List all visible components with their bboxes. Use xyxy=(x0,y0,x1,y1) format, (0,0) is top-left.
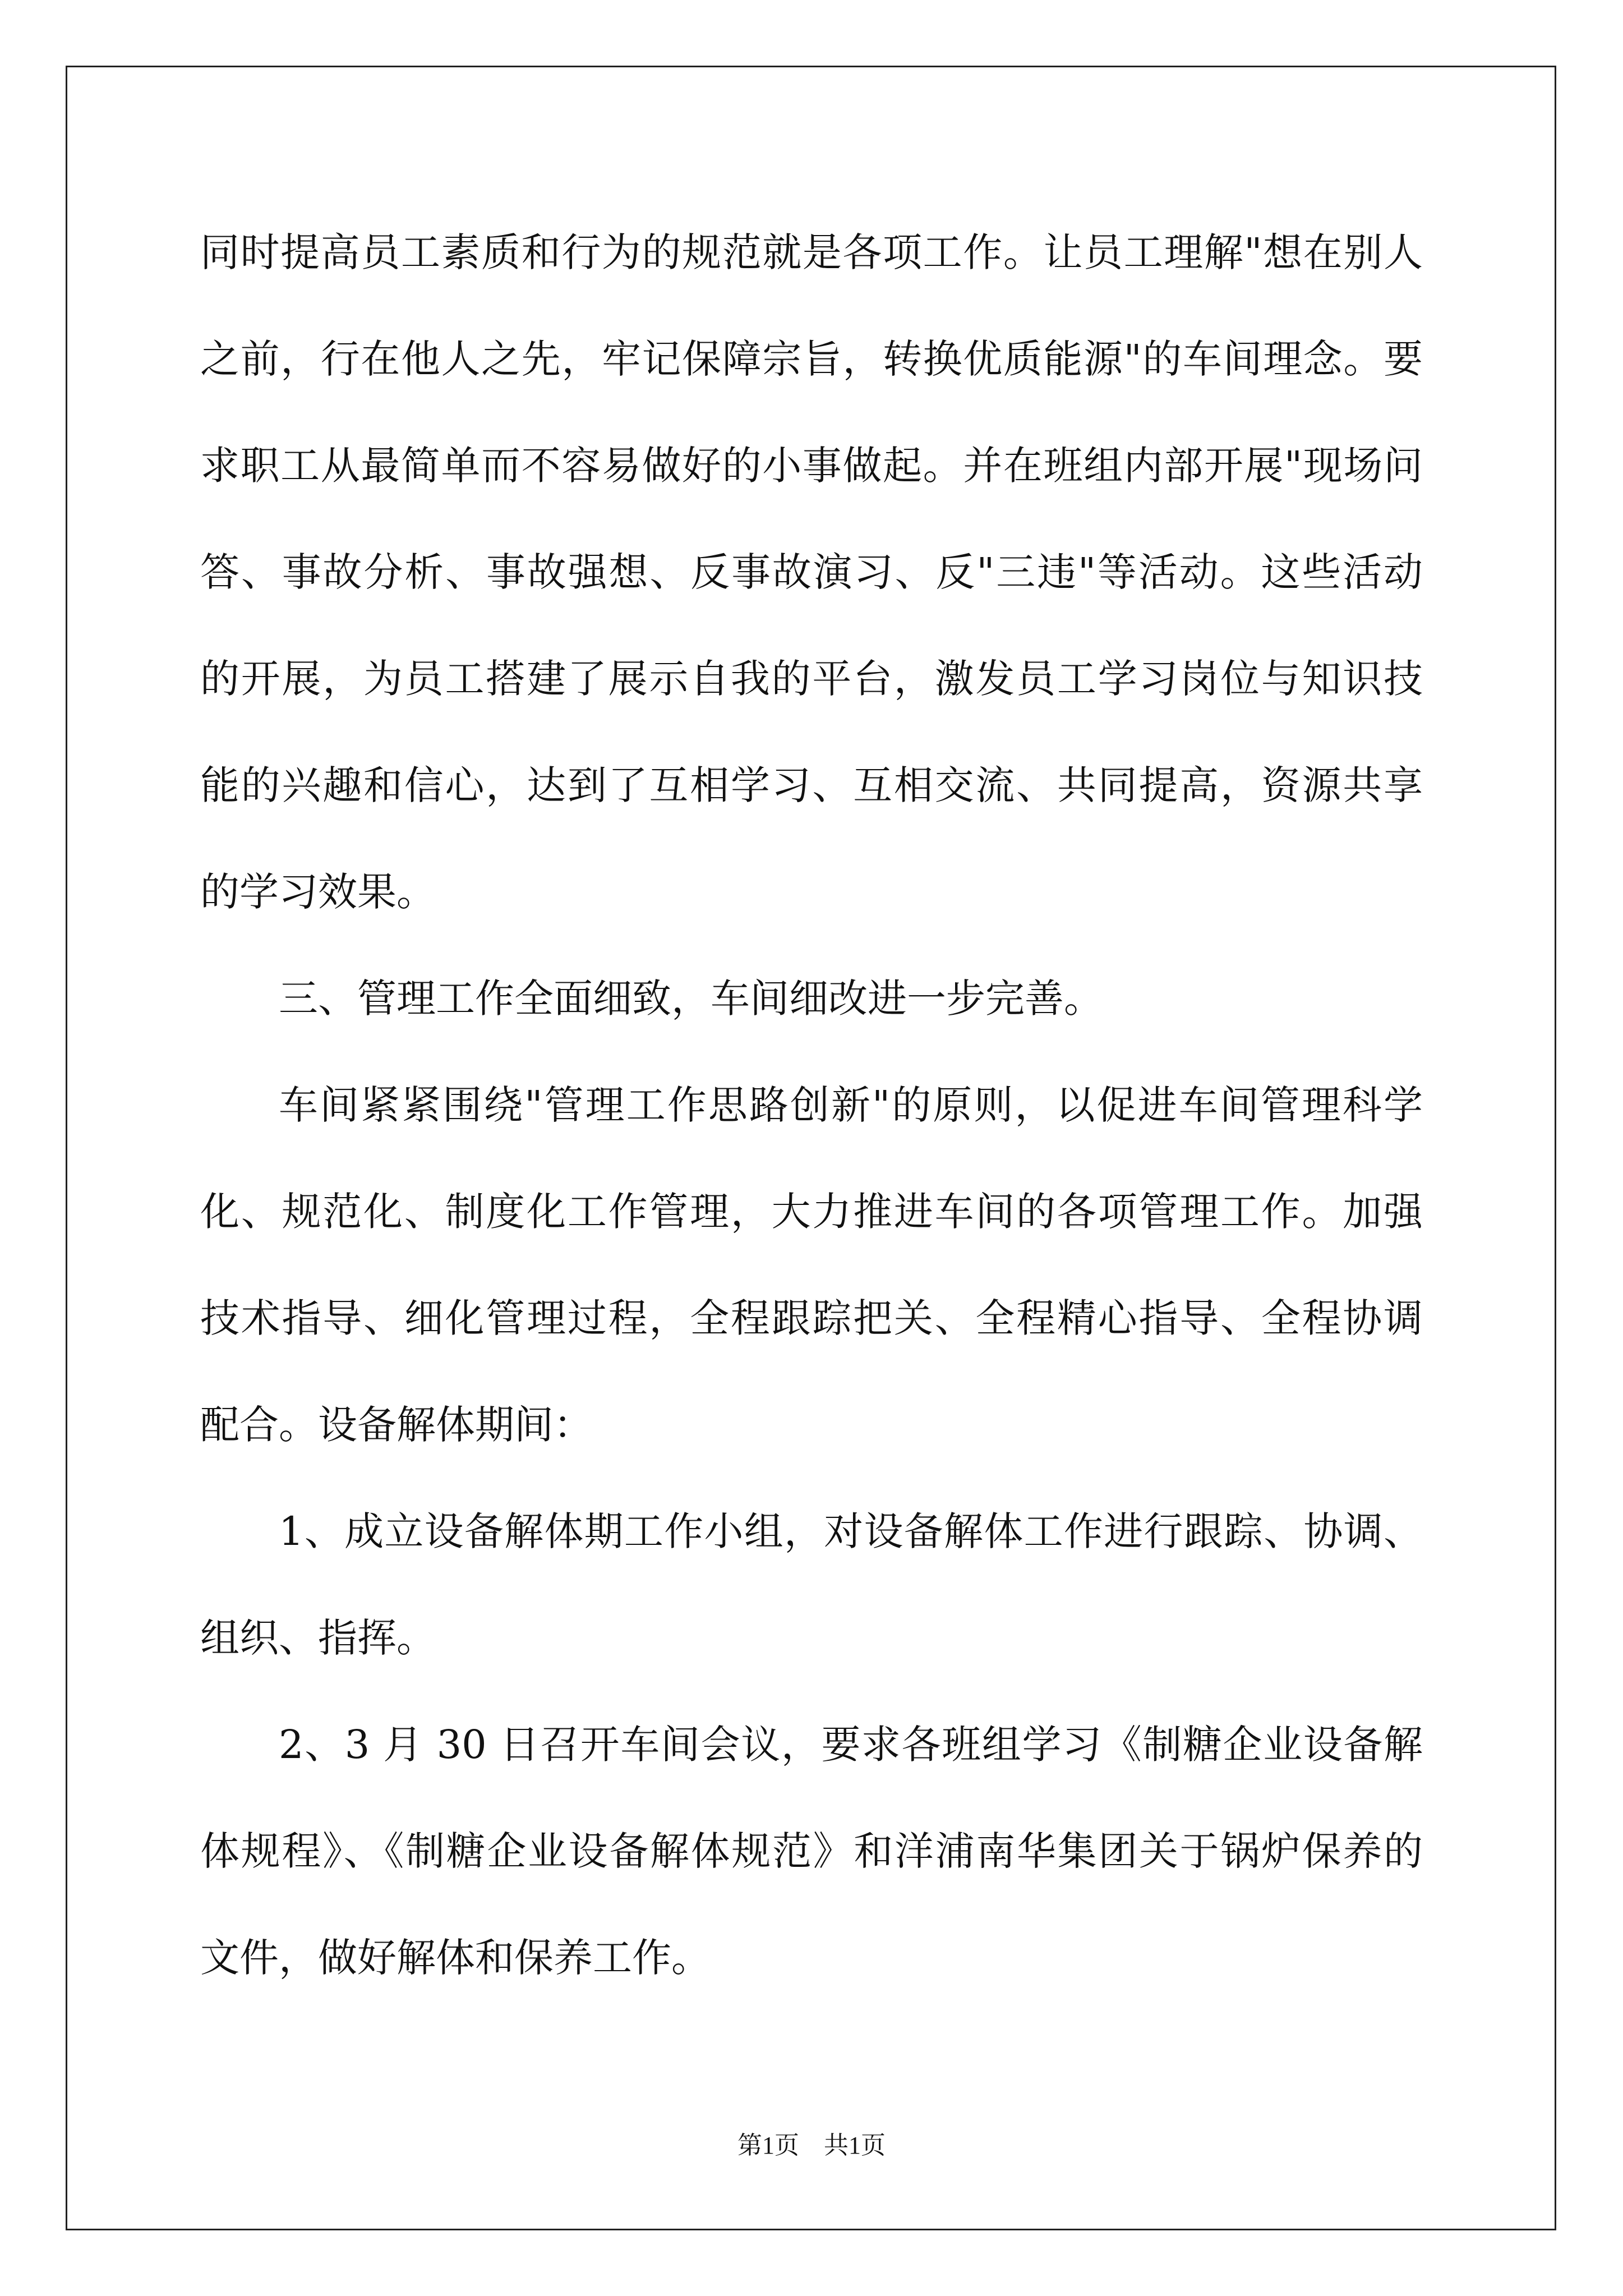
text-line: 的开展，为员工搭建了展示自我的平台，激发员工学习岗位与知识技 xyxy=(200,656,1423,702)
list-item-text: 2、3 月 30 日召开车间会议，要求各班组学习《制糖企业设备解 xyxy=(279,1722,1423,1768)
text-line: 技术指导、细化管理过程，全程跟踪把关、全程精心指导、全程协调 xyxy=(200,1295,1423,1341)
total-pages: 共1页 xyxy=(824,2132,886,2159)
page-footer xyxy=(0,2129,1623,2162)
section-heading: 三、管理工作全面细致，车间细改进一步完善。 xyxy=(279,976,1103,1022)
list-item-text: 体规程》、《制糖企业设备解体规范》和洋浦南华集团关于锅炉保养的 xyxy=(200,1828,1423,1874)
list-item-text: 1、成立设备解体期工作小组，对设备解体工作进行跟踪、协调、 xyxy=(279,1508,1423,1554)
text-line: 的学习效果。 xyxy=(200,869,436,915)
list-item-text: 组织、指挥。 xyxy=(200,1615,436,1661)
text-line: 之前，行在他人之先，牢记保障宗旨，转换优质能源"的车间理念。要 xyxy=(200,336,1423,382)
text-line: 求职工从最简单而不容易做好的小事做起。并在班组内部开展"现场问 xyxy=(200,443,1423,489)
text-line: 答、事故分析、事故强想、反事故演习、反"三违"等活动。这些活动 xyxy=(200,549,1423,595)
text-line: 配合。设备解体期间： xyxy=(200,1402,593,1448)
text-line: 化、规范化、制度化工作管理，大力推进车间的各项管理工作。加强 xyxy=(200,1189,1423,1235)
text-line: 能的兴趣和信心，达到了互相学习、互相交流、共同提高，资源共享 xyxy=(200,762,1423,808)
page-number: 第1页 xyxy=(737,2132,799,2159)
text-line: 车间紧紧围绕"管理工作思路创新"的原则，以促进车间管理科学 xyxy=(279,1082,1423,1128)
text-line: 同时提高员工素质和行为的规范就是各项工作。让员工理解"想在别人 xyxy=(200,229,1423,275)
list-item-text: 文件，做好解体和保养工作。 xyxy=(200,1935,711,1981)
